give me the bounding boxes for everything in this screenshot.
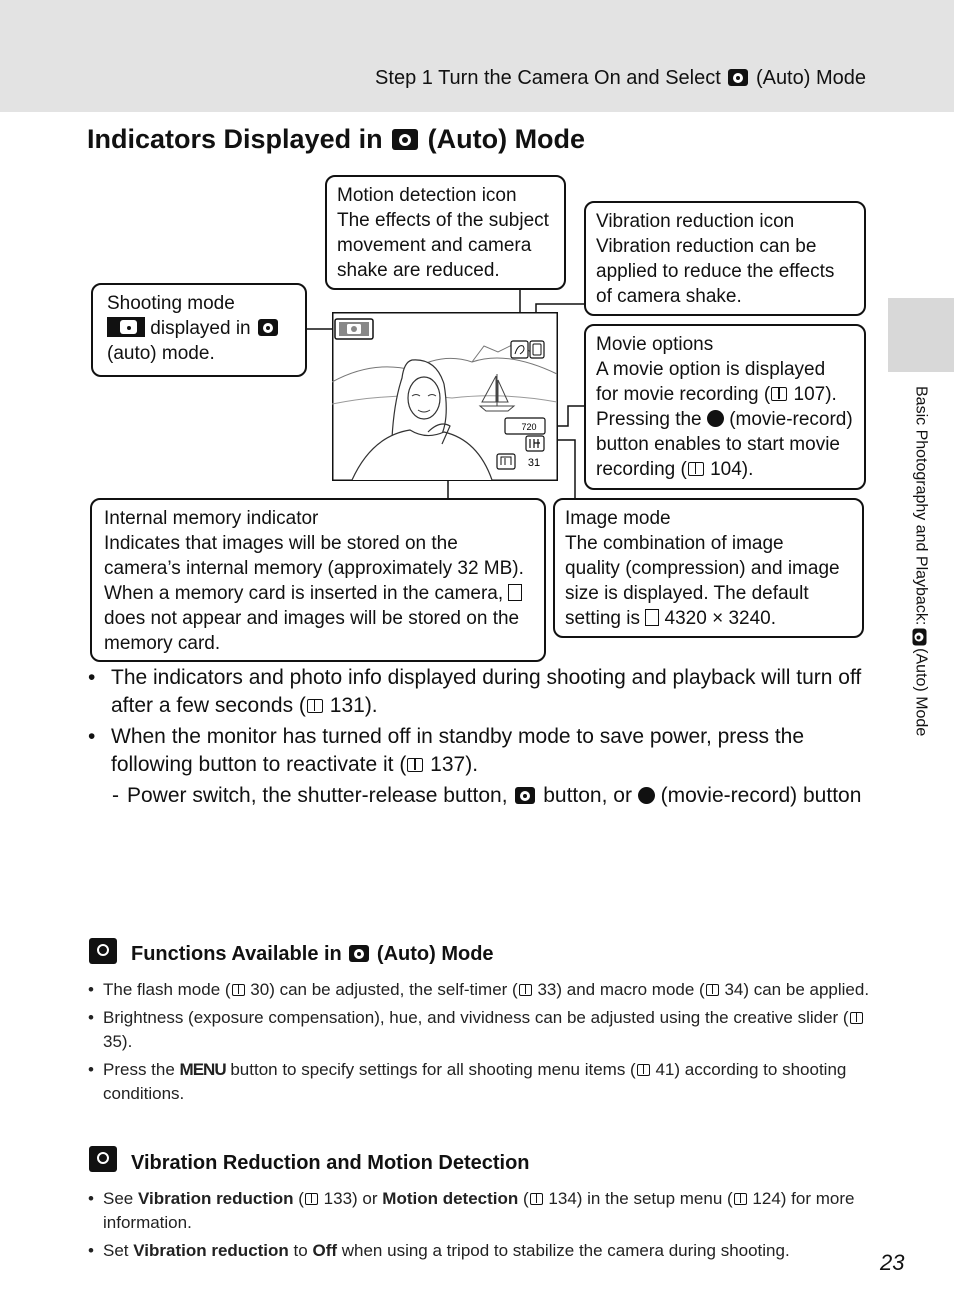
book-reference-icon xyxy=(850,1012,863,1024)
motion-detection-icon xyxy=(511,341,528,358)
camera-monitor xyxy=(332,312,558,481)
list-item: • Press the MENU button to specify settings for all shooting menu items ( 41) according to shooting conditions. xyxy=(88,1058,878,1106)
sub-list-item: - Power switch, the shutter-release button, button, or (movie-record) button xyxy=(88,782,878,810)
list-item: • See Vibration reduction ( 133) or Motion detection ( 134) in the setup menu ( 124) for more information. xyxy=(88,1187,878,1235)
book-reference-icon xyxy=(688,462,704,476)
shooting-mode-icon xyxy=(107,317,145,337)
internal-memory-icon xyxy=(508,584,522,601)
header-title: Step 1 Turn the Camera On and Select (Auto) Mode xyxy=(375,67,866,89)
main-bullet-list xyxy=(88,664,878,810)
book-reference-icon xyxy=(530,1193,543,1205)
list-item: • When the monitor has turned off in standby mode to save power, press the following button to reactivate it ( 137). xyxy=(88,723,878,779)
list-item: • The flash mode ( 30) can be adjusted, the self-timer ( 33) and macro mode ( 34) can be applied. xyxy=(88,978,878,1002)
chapter-label: Basic Photography and Playback: (Auto) Mode xyxy=(912,386,930,737)
remaining-exposures: 31 xyxy=(527,457,541,469)
note-icon xyxy=(89,938,117,964)
list-item: • Brightness (exposure compensation), hue, and vividness can be adjusted using the creative slider ( 35). xyxy=(88,1006,878,1054)
auto-camera-icon xyxy=(349,945,369,962)
callout-image-mode: Image mode The combination of image quality (compression) and image size is displayed. The default setting is 4320 × 3240. xyxy=(553,498,864,638)
book-reference-icon xyxy=(706,984,719,996)
book-reference-icon xyxy=(771,387,787,401)
callout-vibration-reduction: Vibration reduction icon Vibration reduction can be applied to reduce the effects of camera shake. xyxy=(584,201,866,316)
page-title: Indicators Displayed in (Auto) Mode xyxy=(87,124,586,154)
section-heading: Functions Available in (Auto) Mode xyxy=(131,943,494,965)
book-reference-icon xyxy=(407,758,423,772)
list-item: • Set Vibration reduction to Off when using a tripod to stabilize the camera during shooting. xyxy=(88,1239,878,1263)
callout-motion-detection: Motion detection icon The effects of the subject movement and camera shake are reduced. xyxy=(325,175,566,290)
auto-camera-icon xyxy=(258,319,278,336)
book-reference-icon xyxy=(519,984,532,996)
list-item: • The indicators and photo info displayed during shooting and playback will turn off after a few seconds ( 131). xyxy=(88,664,878,720)
functions-list xyxy=(88,978,878,1110)
callout-internal-memory: Internal memory indicator Indicates that images will be stored on the camera’s internal memory (approximately 32 MB). When a memory card is inserted in the camera, does not appear and images will be stored on the memory card. xyxy=(90,498,546,662)
auto-camera-icon xyxy=(515,787,535,804)
book-reference-icon xyxy=(637,1064,650,1076)
callout-movie-options: Movie options A movie option is displayed for movie recording ( 107). Pressing the (movie-record) button enables to start movie recording ( 104). xyxy=(584,324,866,490)
book-reference-icon xyxy=(307,699,323,713)
note-icon xyxy=(89,1146,117,1172)
section-heading: Vibration Reduction and Motion Detection xyxy=(131,1152,530,1174)
page-number: 23 xyxy=(880,1250,905,1275)
menu-button-label: MENU xyxy=(179,1060,226,1079)
vr-md-list xyxy=(88,1187,878,1267)
movie-record-icon xyxy=(638,787,655,804)
book-reference-icon xyxy=(305,1193,318,1205)
image-mode-icon xyxy=(645,609,659,626)
book-reference-icon xyxy=(232,984,245,996)
callout-shooting-mode: Shooting mode displayed in (auto) mode. xyxy=(91,283,307,377)
movie-resolution-label: 720 xyxy=(521,422,537,432)
movie-record-icon xyxy=(707,410,724,427)
internal-memory-indicator xyxy=(497,454,515,469)
book-reference-icon xyxy=(734,1193,747,1205)
